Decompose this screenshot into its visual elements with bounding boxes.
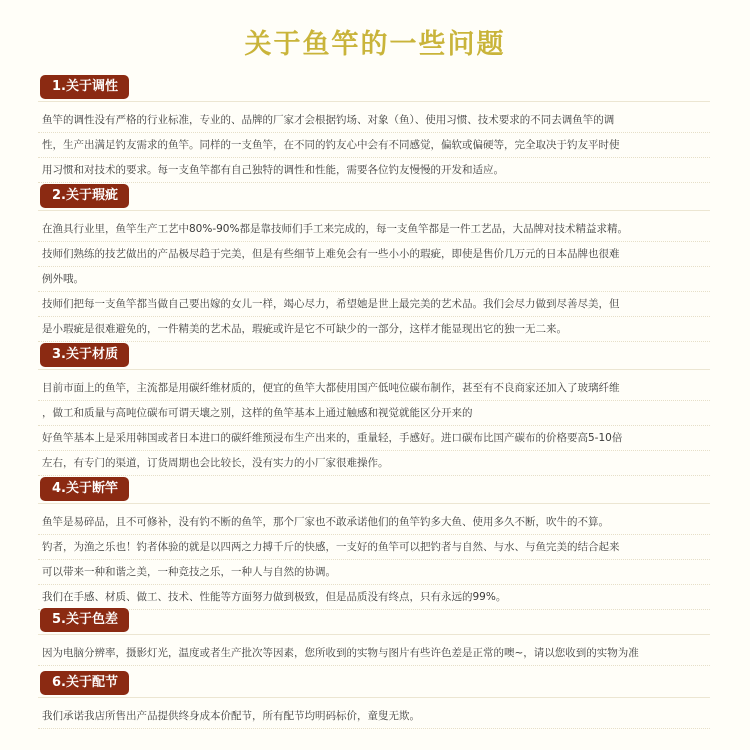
section-heading: 6.关于配节	[40, 671, 129, 695]
section-heading-wrap	[38, 668, 710, 698]
section-line: 可以带来一种和谐之美，一种竞技之乐，一种人与自然的协调。	[38, 560, 710, 585]
section-line: ，做工和质量与高吨位碳布可谓天壤之别，这样的鱼竿基本上通过触感和视觉就能区分开来的	[38, 401, 710, 426]
section-line: 目前市面上的鱼竿，主流都是用碳纤维材质的，便宜的鱼竿大都使用国产低吨位碳布制作，甚至有不良商家还加入了玻璃纤维	[38, 376, 710, 401]
section-line: 左右，有专门的渠道，订货周期也会比较长，没有实力的小厂家很难操作。	[38, 451, 710, 476]
section-tuning	[38, 72, 710, 183]
section-line: 鱼竿是易碎品，且不可修补，没有钓不断的鱼竿，那个厂家也不敢承诺他们的鱼竿钓多大鱼、使用多久不断，吹牛的不算。	[38, 510, 710, 535]
section-line: 因为电脑分辨率，摄影灯光，温度或者生产批次等因素，您所收到的实物与图片有些许色差是正常的噢~，请以您收到的实物为准	[38, 641, 710, 666]
section-flaws	[38, 181, 710, 342]
section-line: 例外哦。	[38, 267, 710, 292]
section-heading-wrap	[38, 72, 710, 102]
section-line: 鱼竿的调性没有严格的行业标准，专业的、品牌的厂家才会根据钓场、对象（鱼）、使用习惯、技术要求的不同去调鱼竿的调	[38, 108, 710, 133]
section-line: 钓者，为渔之乐也！钓者体验的就是以四两之力搏千斤的快感，一支好的鱼竿可以把钓者与自然、与水、与鱼完美的结合起来	[38, 535, 710, 560]
section-replacement-parts	[38, 668, 710, 729]
section-line: 性，生产出满足钓友需求的鱼竿。同样的一支鱼竿，在不同的钓友心中会有不同感觉，偏软或偏硬等，完全取决于钓友平时使	[38, 133, 710, 158]
section-color-difference	[38, 605, 710, 666]
section-heading-wrap	[38, 474, 710, 504]
section-heading: 5.关于色差	[40, 608, 129, 632]
section-heading: 3.关于材质	[40, 343, 129, 367]
section-line: 技师们熟练的技艺做出的产品极尽趋于完美，但是有些细节上难免会有一些小小的瑕疵，即使是售价几万元的日本品牌也很难	[38, 242, 710, 267]
section-heading-wrap	[38, 340, 710, 370]
section-heading: 2.关于瑕疵	[40, 184, 129, 208]
section-material	[38, 340, 710, 476]
section-line: 好鱼竿基本上是采用韩国或者日本进口的碳纤维预浸布生产出来的，重量轻，手感好。进口碳布比国产碳布的价格要高5-10倍	[38, 426, 710, 451]
section-line: 在渔具行业里，鱼竿生产工艺中80%-90%都是靠技师们手工来完成的，每一支鱼竿都是一件工艺品，大品牌对技术精益求精。	[38, 217, 710, 242]
section-line: 是小瑕疵是很难避免的，一件精美的艺术品，瑕疵或许是它不可缺少的一部分，这样才能显现出它的独一无二来。	[38, 317, 710, 342]
section-line: 我们在手感、材质、做工、技术、性能等方面努力做到极致，但是品质没有终点，只有永远的99%。	[38, 585, 710, 610]
section-heading-wrap	[38, 605, 710, 635]
section-line: 技师们把每一支鱼竿都当做自己要出嫁的女儿一样，竭心尽力，希望她是世上最完美的艺术品。我们会尽力做到尽善尽美，但	[38, 292, 710, 317]
section-heading: 4.关于断竿	[40, 477, 129, 501]
section-breakage	[38, 474, 710, 610]
section-heading-wrap	[38, 181, 710, 211]
section-heading: 1.关于调性	[40, 75, 129, 99]
section-line: 用习惯和对技术的要求。每一支鱼竿都有自己独特的调性和性能，需要各位钓友慢慢的开发和适应。	[38, 158, 710, 183]
page-title: 关于鱼竿的一些问题	[244, 29, 506, 60]
section-line: 我们承诺我店所售出产品提供终身成本价配节，所有配节均明码标价，童叟无欺。	[38, 704, 710, 729]
